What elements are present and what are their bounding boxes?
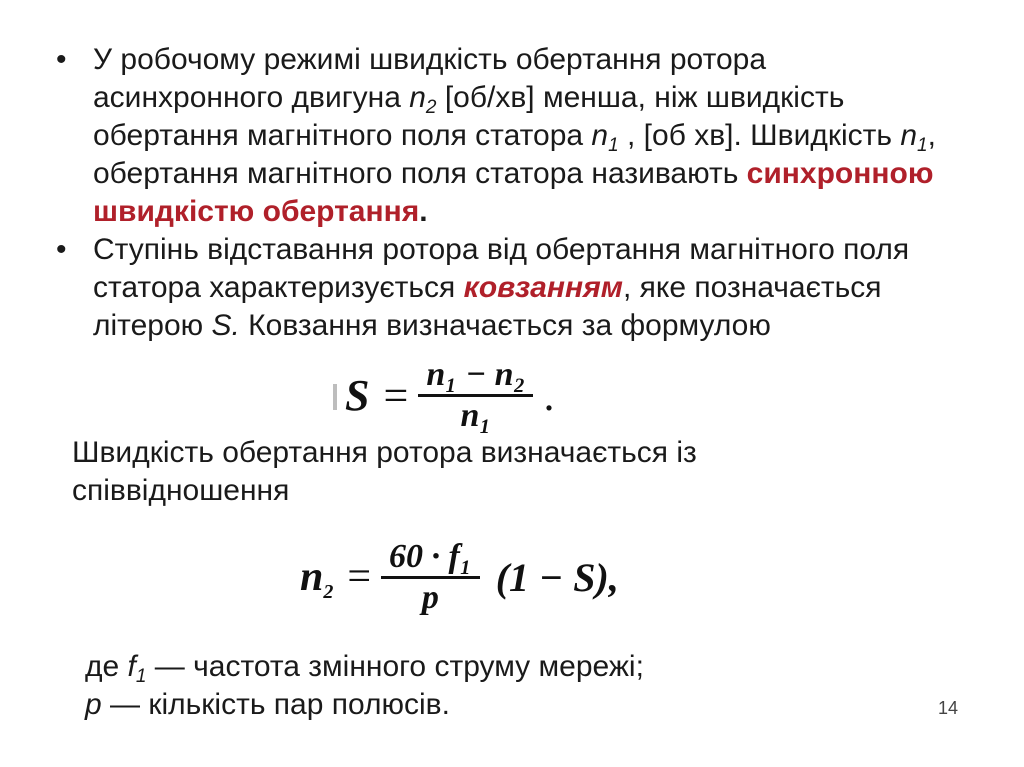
variable-definitions [85,648,885,724]
bullet-text: Ступінь відставання ротора від обертання магнітного поля статора характеризується ковзанням, яке позначається літерою S. Ковзання визначається за формулою [93,233,910,342]
definition-f1: де $f_1$ — частота змінного струму мережі; [85,650,644,687]
bullet-text: У робочому режимі швидкість обертання ротора асинхронного двигуна $n_2$ [об/хв] менша, ніж швидкість обертання магнітного поля статора $n_1$ , [об хв]. Швидкість $n_1$, обертання магнітного поля статора називають синхронною швидкістю обертання. [93,43,936,228]
bullet-marker: • [56,233,67,266]
scan-artifact [333,384,337,410]
formula-lhs: S [345,370,370,420]
var-n1: $n_1$ [900,119,928,156]
fraction-numerator: 60 · f₁ [389,537,472,575]
fraction-denominator: p [421,578,439,616]
fraction-denominator: n₁ [460,396,492,434]
term-synchronous-speed: синхронною швидкістю обертання [93,157,934,228]
bullet-marker: • [56,43,67,76]
term-slip: ковзанням [463,271,623,304]
var-s: S. [211,309,240,342]
formula-tail: (1 − S), [495,554,619,600]
rotor-speed-formula [300,522,670,632]
formula-lhs: n2 [300,554,334,603]
rotor-speed-paragraph: Швидкість обертання ротора визначається із співвідношення [72,436,697,507]
var-n2: $n_2$ [409,81,437,118]
formula-equals: = [383,370,409,420]
formula-period: . [543,370,555,420]
slip-formula [345,350,605,440]
page-number: 14 [937,698,959,718]
formula-fraction [418,356,533,435]
var-n1: $n_1$ [591,119,619,156]
fraction-numerator: n₁ − n₂ [426,355,526,393]
formula-fraction [381,538,480,617]
definition-p: p — кількість пар полюсів. [85,688,450,721]
formula-equals: = [347,554,372,600]
